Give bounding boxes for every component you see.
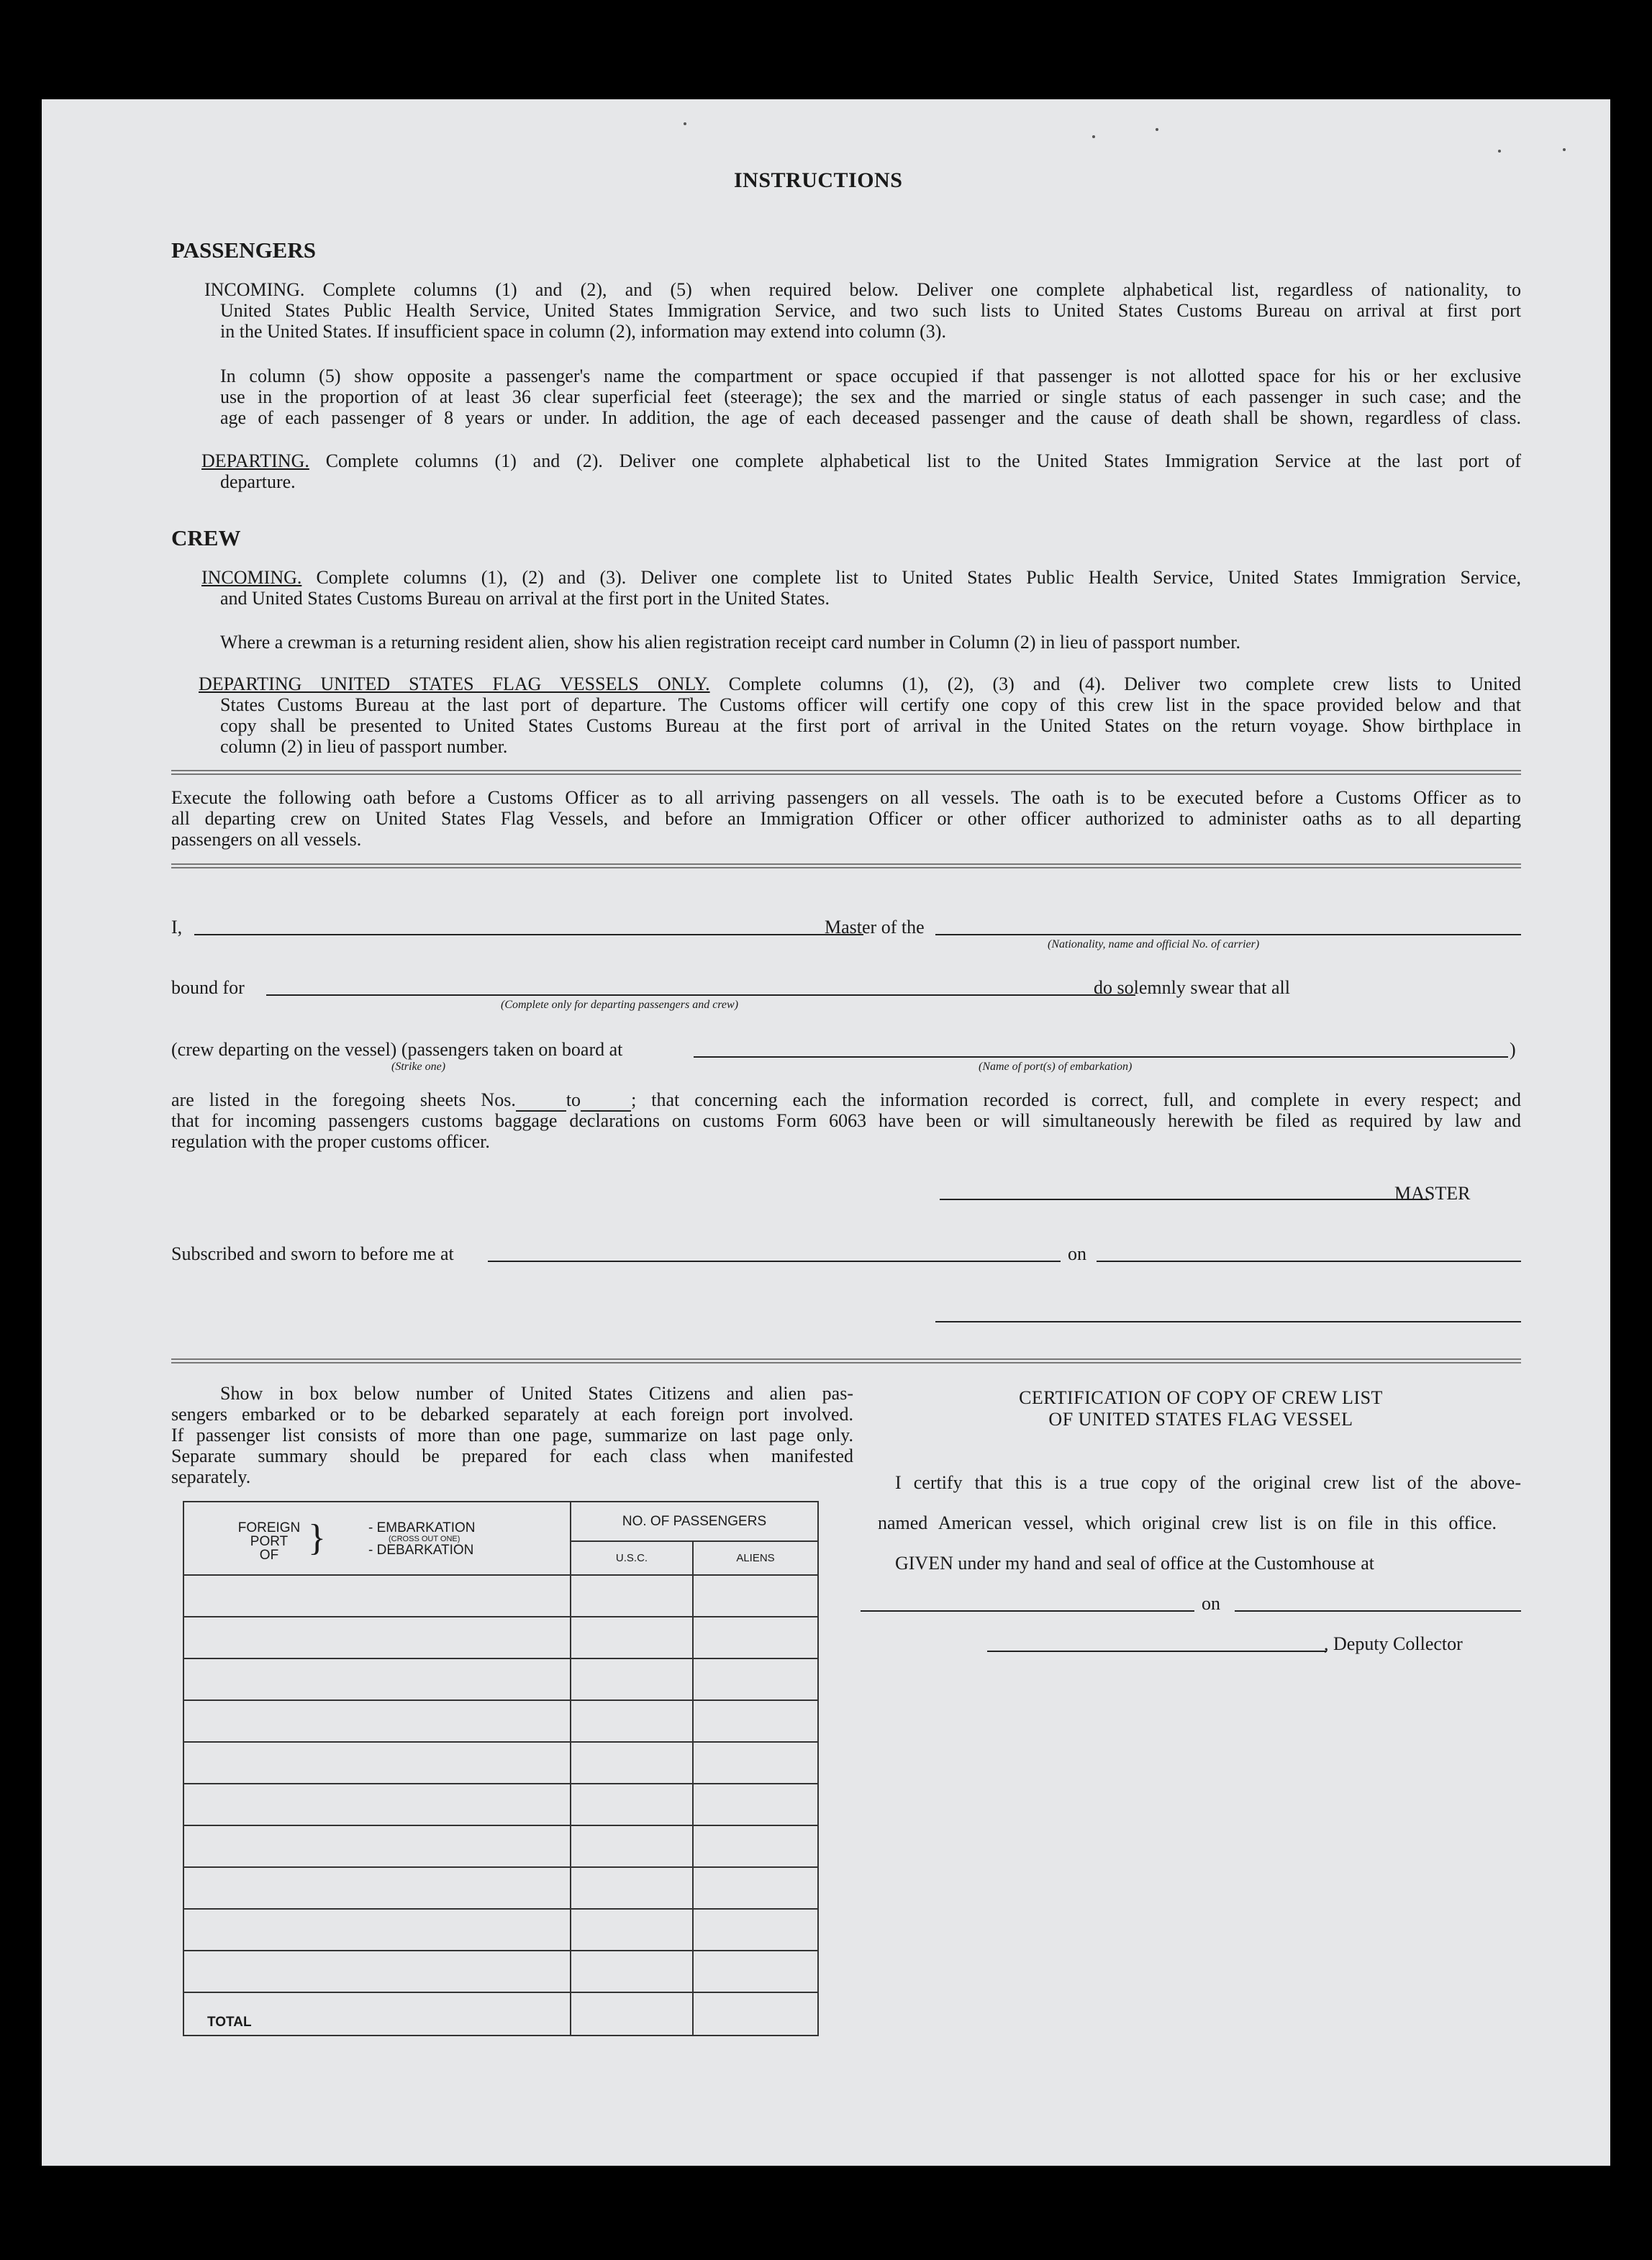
sworn-place-field[interactable] bbox=[488, 1261, 1061, 1262]
usc-cell[interactable] bbox=[571, 1700, 693, 1742]
port-hint: (Name of port(s) of embarkation) bbox=[979, 1061, 1133, 1073]
summary-line2: sengers embarked or to be debarked separately at each foreign port involved. bbox=[171, 1404, 853, 1425]
page-title: INSTRUCTIONS bbox=[734, 168, 903, 192]
usc-cell[interactable] bbox=[571, 1909, 693, 1951]
crew-heading: CREW bbox=[171, 525, 241, 550]
deputy-collector-label: , Deputy Collector bbox=[1324, 1633, 1463, 1654]
usc-cell[interactable] bbox=[571, 1742, 693, 1784]
certification-line1: I certify that this is a true copy of the original crew list of the above- bbox=[895, 1472, 1521, 1493]
officer-signature-field[interactable] bbox=[935, 1321, 1521, 1322]
table-row bbox=[183, 1617, 818, 1658]
port-cell[interactable] bbox=[183, 1825, 571, 1867]
oath-intro-line1: Execute the following oath before a Customs Officer as to all arriving passengers on all vessels. The oath is to be executed before a Customs Officer as to bbox=[171, 787, 1521, 808]
section-divider bbox=[171, 863, 1521, 868]
crew-departing-line2: States Customs Bureau at the last port of departure. The Customs officer will certify one copy of this crew list in the space provided below and that bbox=[220, 694, 1521, 715]
aliens-total-cell[interactable] bbox=[693, 1992, 818, 2036]
crew-incoming-line1: INCOMING. Complete columns (1), (2) and (3). Deliver one complete list to United States Public Health Service, United States Immigration Service, bbox=[201, 567, 1522, 588]
form-sheet bbox=[42, 99, 1610, 2166]
port-cell[interactable] bbox=[183, 1658, 571, 1700]
certification-on-label: on bbox=[1202, 1593, 1220, 1614]
summary-line3: If passenger list consists of more than one page, summarize on last page only. bbox=[171, 1425, 853, 1446]
total-label: TOTAL bbox=[183, 1992, 571, 2036]
table-row bbox=[183, 1658, 818, 1700]
sheet-from-field[interactable] bbox=[516, 1089, 566, 1112]
listed-line3: regulation with the proper customs officer. bbox=[171, 1131, 490, 1152]
aliens-cell[interactable] bbox=[693, 1909, 818, 1951]
table-row bbox=[183, 1951, 818, 1992]
crew-departing-line3: copy shall be presented to United States Customs Bureau at the first port of arrival in the United States on the return voyage. Show birthplace in bbox=[220, 715, 1521, 736]
oath-intro-line2: all departing crew on United States Flag Vessels, and before an Immigration Officer or other officer authorized to administer oaths as to all departing bbox=[171, 808, 1521, 829]
subscribed-label: Subscribed and sworn to before me at bbox=[171, 1243, 454, 1264]
aliens-cell[interactable] bbox=[693, 1742, 818, 1784]
total-row bbox=[183, 1992, 818, 2036]
master-name-field[interactable] bbox=[194, 934, 863, 935]
table-row bbox=[183, 1742, 818, 1784]
oath-intro-line3: passengers on all vessels. bbox=[171, 829, 362, 850]
passengers-incoming-line1: INCOMING. Complete columns (1) and (2), and (5) when required below. Deliver one complete alphabetical list, regardless of nationality, to bbox=[204, 279, 1522, 300]
crew-departing-line4: column (2) in lieu of passport number. bbox=[220, 736, 508, 757]
port-cell[interactable] bbox=[183, 1909, 571, 1951]
usc-cell[interactable] bbox=[571, 1867, 693, 1909]
sheet-to-field[interactable] bbox=[581, 1089, 631, 1112]
port-cell[interactable] bbox=[183, 1575, 571, 1617]
carrier-field[interactable] bbox=[935, 934, 1521, 935]
crew-incoming-line2: and United States Customs Bureau on arrival at the first port in the United States. bbox=[220, 588, 830, 609]
usc-cell[interactable] bbox=[571, 1784, 693, 1825]
crew-departing-line1: DEPARTING UNITED STATES FLAG VESSELS ONLY. Complete columns (1), (2), (3) and (4). Deliver two complete crew lists to United bbox=[199, 673, 1522, 694]
table-row bbox=[183, 1784, 818, 1825]
aliens-cell[interactable] bbox=[693, 1951, 818, 1992]
certification-title: CERTIFICATION OF COPY OF CREW LIST OF UNITED STATES FLAG VESSEL bbox=[1019, 1387, 1383, 1430]
sworn-date-field[interactable] bbox=[1097, 1261, 1521, 1262]
table-header-port: FOREIGN PORT OF } - EMBARKATION (CROSS OUT ONE) - DEBARKATION bbox=[183, 1502, 571, 1575]
passengers-incoming-line2: United States Public Health Service, United States Immigration Service, and two such lists to United States Customs Bureau on arrival at first port bbox=[220, 300, 1521, 321]
port-cell[interactable] bbox=[183, 1951, 571, 1992]
passengers-departing-line2: departure. bbox=[220, 471, 296, 492]
crew-resident-note: Where a crewman is a returning resident alien, show his alien registration receipt card number in Column (2) in lieu of passport number. bbox=[220, 632, 1241, 653]
scan-speck bbox=[1092, 135, 1095, 138]
listed-line1: are listed in the foregoing sheets Nos. to ; that concerning each the information recorded is correct, full, and complete in every respect; and bbox=[171, 1089, 1521, 1110]
scan-speck bbox=[684, 122, 686, 125]
summary-line4: Separate summary should be prepared for each class when manifested bbox=[171, 1446, 853, 1466]
aliens-cell[interactable] bbox=[693, 1867, 818, 1909]
aliens-cell[interactable] bbox=[693, 1784, 818, 1825]
section-divider bbox=[171, 770, 1521, 775]
listed-line2: that for incoming passengers customs baggage declarations on customs Form 6063 have been or will simultaneously herewith be filed as required by law and bbox=[171, 1110, 1521, 1131]
usc-cell[interactable] bbox=[571, 1575, 693, 1617]
summary-line1: Show in box below number of United States Citizens and alien pas- bbox=[220, 1383, 853, 1404]
bound-for-label: bound for bbox=[171, 977, 245, 998]
column5-line2: use in the proportion of at least 36 clear superficial feet (steerage); the sex and the married or single status of each passenger in such case; and the bbox=[220, 386, 1521, 407]
table-header-usc: U.S.C. bbox=[571, 1541, 693, 1575]
usc-cell[interactable] bbox=[571, 1658, 693, 1700]
customhouse-field[interactable] bbox=[861, 1610, 1194, 1612]
passengers-departing-line1: DEPARTING. Complete columns (1) and (2). Deliver one complete alphabetical list to the United States Immigration Service at the last port of bbox=[201, 450, 1522, 471]
table-row bbox=[183, 1867, 818, 1909]
nationality-hint: (Nationality, name and official No. of carrier) bbox=[1048, 938, 1260, 950]
oath-i-label: I, bbox=[171, 917, 183, 938]
port-cell[interactable] bbox=[183, 1742, 571, 1784]
certification-date-field[interactable] bbox=[1235, 1610, 1521, 1612]
master-label: MASTER bbox=[1394, 1183, 1471, 1204]
on-label: on bbox=[1068, 1243, 1086, 1264]
scan-speck bbox=[1498, 150, 1501, 153]
bound-for-field[interactable] bbox=[266, 994, 1135, 996]
aliens-cell[interactable] bbox=[693, 1700, 818, 1742]
usc-cell[interactable] bbox=[571, 1617, 693, 1658]
strike-hint: (Strike one) bbox=[391, 1061, 446, 1073]
crew-passengers-label: (crew departing on the vessel) (passengers taken on board at bbox=[171, 1039, 623, 1060]
passengers-incoming-line3: in the United States. If insufficient space in column (2), information may extend into column (3). bbox=[220, 321, 946, 342]
table-row bbox=[183, 1700, 818, 1742]
deputy-signature-field[interactable] bbox=[987, 1651, 1327, 1652]
table-row bbox=[183, 1909, 818, 1951]
port-cell[interactable] bbox=[183, 1700, 571, 1742]
summary-line5: separately. bbox=[171, 1466, 251, 1487]
aliens-cell[interactable] bbox=[693, 1617, 818, 1658]
usc-total-cell[interactable] bbox=[571, 1992, 693, 2036]
table-header-count: NO. OF PASSENGERS bbox=[571, 1502, 818, 1541]
aliens-cell[interactable] bbox=[693, 1575, 818, 1617]
table-row bbox=[183, 1825, 818, 1867]
aliens-cell[interactable] bbox=[693, 1658, 818, 1700]
usc-cell[interactable] bbox=[571, 1825, 693, 1867]
section-divider bbox=[171, 1358, 1521, 1363]
column5-line3: age of each passenger of 8 years or under. In addition, the age of each deceased passenger and the cause of death shall be shown, regardless of class. bbox=[220, 407, 1521, 428]
certification-line3: GIVEN under my hand and seal of office at the Customhouse at bbox=[895, 1553, 1374, 1574]
passengers-heading: PASSENGERS bbox=[171, 237, 316, 263]
table-row bbox=[183, 1575, 818, 1617]
master-signature-field[interactable] bbox=[940, 1199, 1429, 1200]
table-header-aliens: ALIENS bbox=[693, 1541, 818, 1575]
port-cell[interactable] bbox=[183, 1867, 571, 1909]
port-cell[interactable] bbox=[183, 1784, 571, 1825]
column5-line1: In column (5) show opposite a passenger's name the compartment or space occupied if that passenger is not allotted space for his or her exclusive bbox=[220, 366, 1521, 386]
brace-icon: } bbox=[308, 1517, 326, 1558]
usc-cell[interactable] bbox=[571, 1951, 693, 1992]
master-of-label: Master of the bbox=[825, 917, 925, 938]
bound-for-hint: (Complete only for departing passengers and crew) bbox=[501, 999, 739, 1011]
port-cell[interactable] bbox=[183, 1617, 571, 1658]
swear-label: do solemnly swear that all bbox=[1094, 977, 1290, 998]
scan-speck bbox=[1156, 128, 1158, 131]
close-paren: ) bbox=[1510, 1039, 1516, 1060]
embarkation-port-field[interactable] bbox=[694, 1056, 1508, 1058]
scan-speck bbox=[1563, 148, 1566, 151]
certification-line2: named American vessel, which original crew list is on file in this office. bbox=[878, 1512, 1497, 1533]
passenger-summary-table bbox=[183, 1501, 819, 2036]
aliens-cell[interactable] bbox=[693, 1825, 818, 1867]
